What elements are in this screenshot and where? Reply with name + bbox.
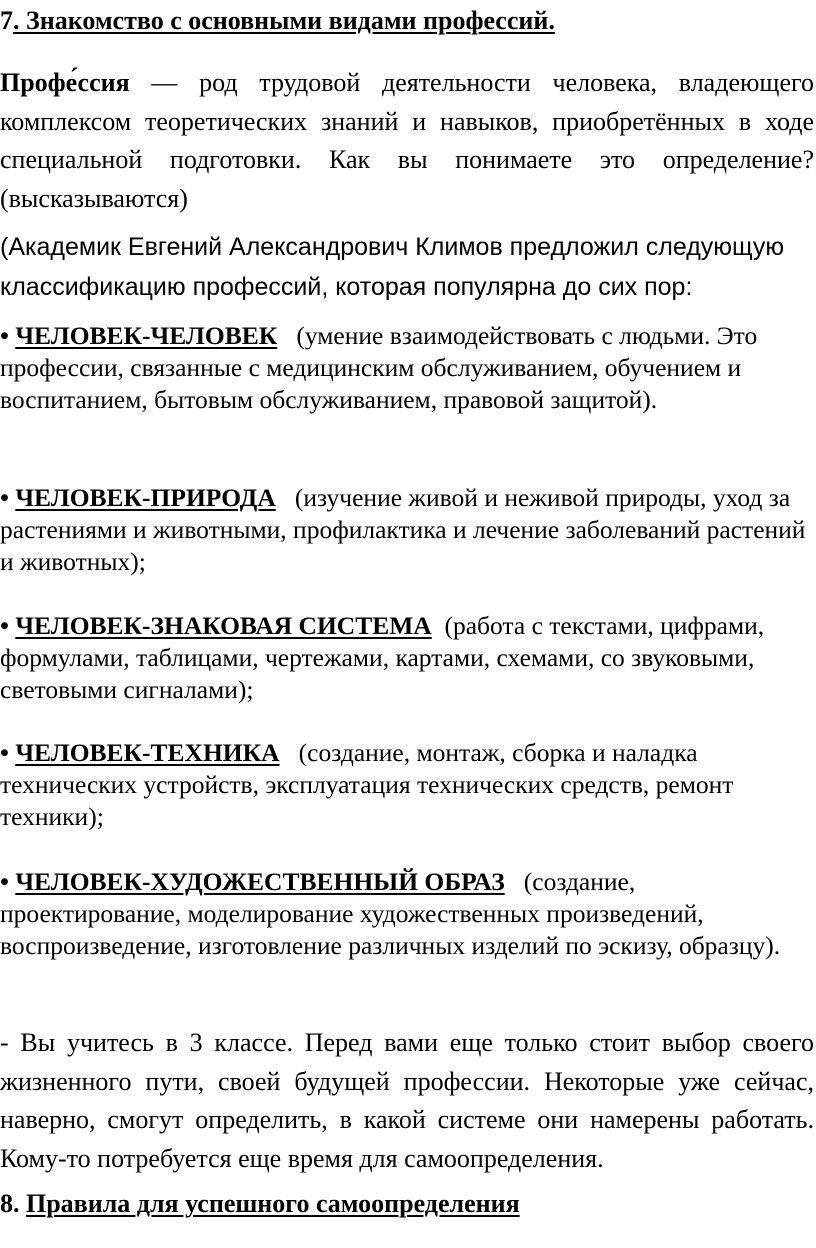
section-7-title: . Знакомство с основными видами профессий.	[13, 6, 555, 35]
classification-item	[0, 737, 814, 833]
bullet-icon: •	[0, 867, 9, 896]
classification-item	[0, 866, 814, 962]
section-8-heading	[0, 1187, 814, 1221]
classification-name: ЧЕЛОВЕК-ПРИРОДА	[15, 483, 276, 512]
classification-name: ЧЕЛОВЕК-ЧЕЛОВЕК	[15, 321, 278, 350]
classification-description: (работа с текстами, цифрами, формулами, таблицами, чертежами, картами, схемами, со звуковыми, световыми сигналами);	[0, 611, 765, 704]
section-8-number: 8.	[0, 1189, 20, 1218]
classification-item	[0, 482, 814, 578]
classification-item	[0, 610, 814, 706]
bullet-icon: •	[0, 611, 9, 640]
definition-paragraph	[0, 64, 814, 218]
classification-name: ЧЕЛОВЕК-ЗНАКОВАЯ СИСТЕМА	[15, 611, 432, 640]
classification-name: ЧЕЛОВЕК-ТЕХНИКА	[15, 738, 280, 767]
classification-item	[0, 320, 814, 416]
classification-description: (создание, монтаж, сборка и наладка технических устройств, эксплуатация технических средств, ремонт техники);	[0, 738, 734, 831]
closing-paragraph: - Вы учитесь в 3 классе. Перед вами еще только стоит выбор своего жизненного пути, своей будущей профессии. Некоторые уже сейчас, наверно, смогут определить, в какой системе они намерены работать. Кому-то потребуется еще время для самоопределения.	[0, 1028, 814, 1173]
academic-intro-paragraph: (Академик Евгений Александрович Климов предложил следующую классификацию профессий, которая популярна до сих пор:	[0, 233, 785, 301]
section-7-number: 7	[0, 6, 13, 35]
definition-text: — род трудовой деятельности человека, владеющего комплексом теоретических знаний и навыков, приобретённых в ходе специальной подготовки. Как вы понимаете это определение? (высказываются)	[0, 68, 814, 213]
section-8-title: Правила для успешного самоопределения	[26, 1189, 520, 1218]
bullet-icon: •	[0, 738, 9, 767]
classification-description: (изучение живой и неживой природы, уход за растениями и животными, профилактика и лечение заболеваний растений и животных);	[0, 483, 806, 576]
classification-description: (умение взаимодействовать с людьми. Это профессии, связанные с медицинским обслуживанием, обучением и воспитанием, бытовым обслуживанием, правовой защитой).	[0, 321, 758, 414]
section-7-heading	[0, 4, 814, 38]
bullet-icon: •	[0, 483, 9, 512]
classification-description: (создание, проектирование, моделирование художественных произведений, воспроизведение, изготовление различных изделий по эскизу, образцу).	[0, 867, 781, 960]
classification-name: ЧЕЛОВЕК-ХУДОЖЕСТВЕННЫЙ ОБРАЗ	[15, 867, 505, 896]
bullet-icon: •	[0, 321, 9, 350]
definition-term: Профе́ссия	[0, 68, 130, 97]
